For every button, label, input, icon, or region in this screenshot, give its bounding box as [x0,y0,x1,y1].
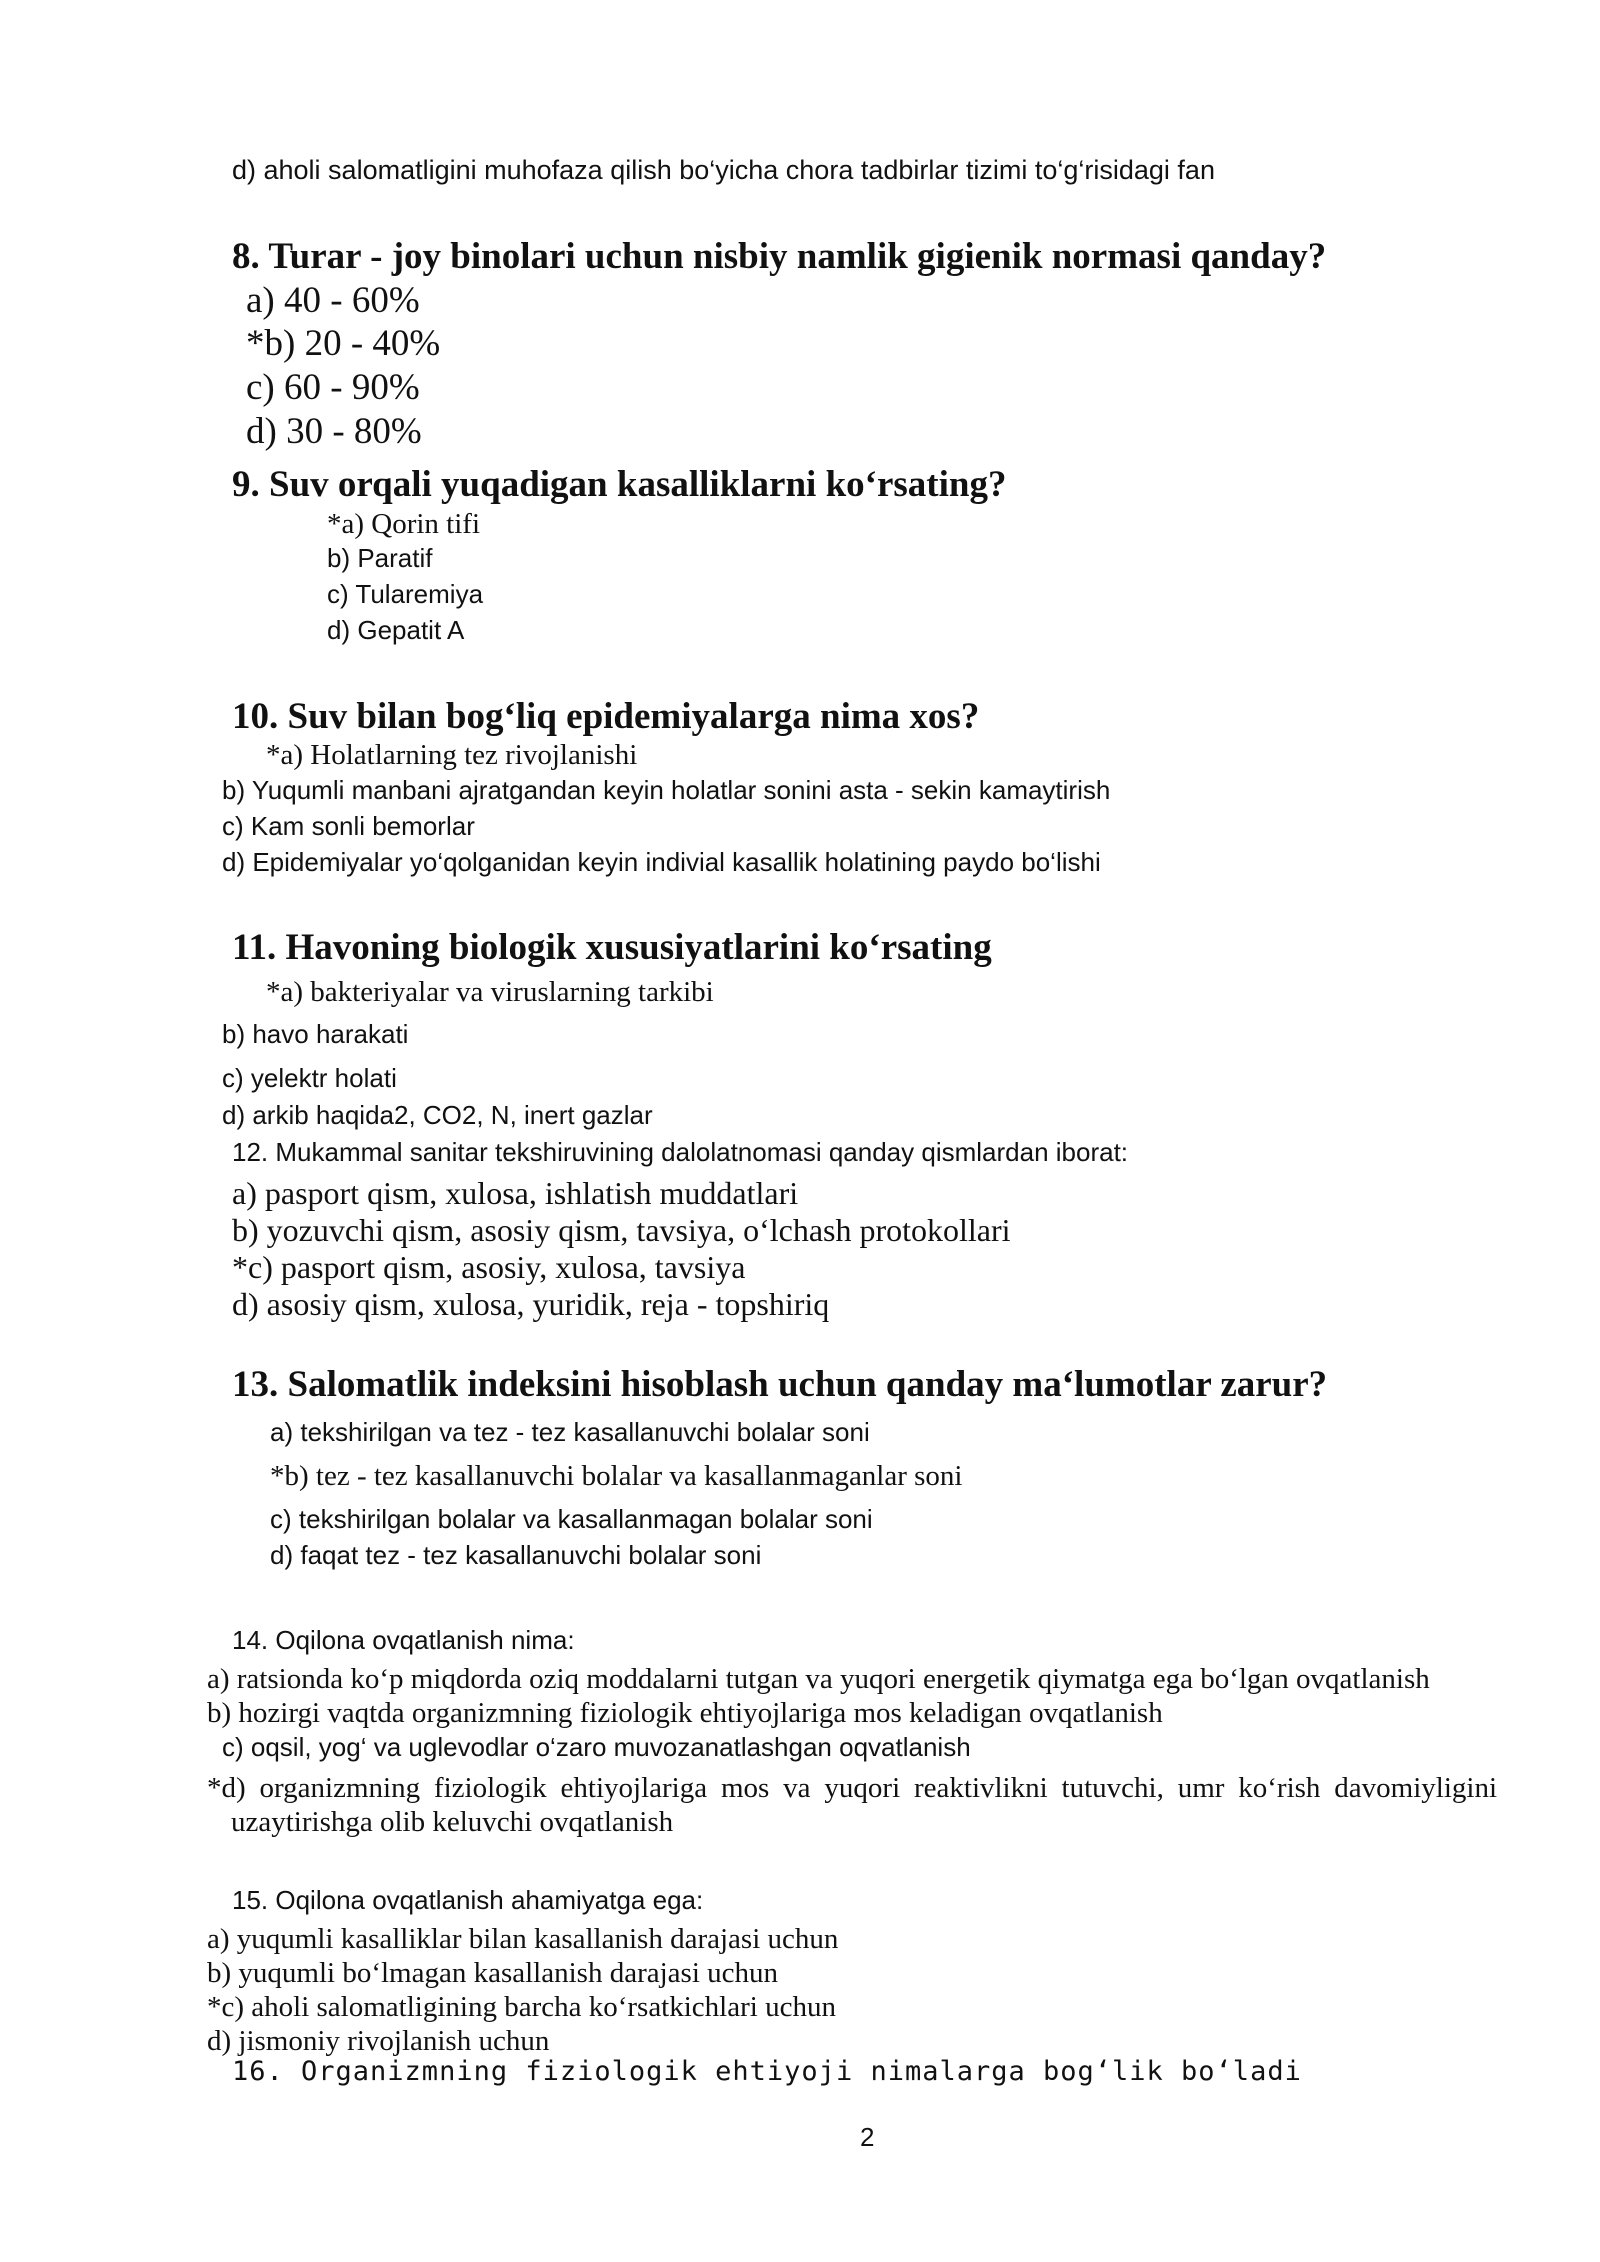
question-9-option-d: d) Gepatit A [327,615,465,645]
question-14-option-c: c) oqsil, yog‘ va uglevodlar o‘zaro muvozanatlashgan oqvatlanish [222,1732,971,1762]
question-12-option-a: a) pasport qism, xulosa, ishlatish muddatlari [232,1175,799,1211]
question-13-option-a: a) tekshirilgan va tez - tez kasallanuvchi bolalar soni [270,1417,870,1447]
question-13-option-c: c) tekshirilgan bolalar va kasallanmagan bolalar soni [270,1504,873,1534]
question-10-option-c: c) Kam sonli bemorlar [222,811,475,841]
question-9-option-c: c) Tularemiya [327,579,484,609]
question-15-option-d: d) jismoniy rivojlanish uchun [207,2025,550,2057]
question-15-option-a: a) yuqumli kasalliklar bilan kasallanish darajasi uchun [207,1923,839,1955]
question-14-option-b: b) hozirgi vaqtda organizmning fiziologik ehtiyojlariga mos keladigan ovqatlanish [207,1697,1163,1729]
question-10-title: 10. Suv bilan bog‘liq epidemiyalarga nima xos? [232,696,980,737]
question-10-option-d: d) Epidemiyalar yo‘qolganidan keyin indivial kasallik holatining paydo bo‘lishi [222,847,1101,877]
question-14-title: 14. Oqilona ovqatlanish nima: [232,1625,575,1655]
question-8-title: 8. Turar - joy binolari uchun nisbiy namlik gigienik normasi qanday? [232,236,1327,277]
question-10-option-b: b) Yuqumli manbani ajratgandan keyin holatlar sonini asta - sekin kamaytirish [222,775,1111,805]
question-15-option-b: b) yuqumli bo‘lmagan kasallanish darajasi uchun [207,1957,778,1989]
question-12-option-c: *c) pasport qism, asosiy, xulosa, tavsiya [232,1249,746,1285]
question-13-title: 13. Salomatlik indeksini hisoblash uchun qanday ma‘lumotlar zarur? [232,1364,1328,1405]
question-12-option-b: b) yozuvchi qism, asosiy qism, tavsiya, o‘lchash protokollari [232,1212,1011,1248]
prev-question-option-d: d) aholi salomatligini muhofaza qilish bo‘yicha chora tadbirlar tizimi to‘g‘risidagi fan [232,155,1215,185]
question-8-option-b: *b) 20 - 40% [246,323,441,364]
question-8-option-d: d) 30 - 80% [246,411,422,452]
question-15-option-c: *c) aholi salomatligining barcha ko‘rsatkichlari uchun [207,1991,836,2023]
question-11-title: 11. Havoning biologik xususiyatlarini ko‘rsating [232,927,992,968]
question-9-option-a: *a) Qorin tifi [327,508,481,540]
question-10-option-a: *a) Holatlarning tez rivojlanishi [266,739,638,771]
question-16-title: 16. Organizmning fiziologik ehtiyoji nimalarga bog‘lik bo‘ladi [232,2056,1302,2087]
question-13-option-b: *b) tez - tez kasallanuvchi bolalar va kasallanmaganlar soni [270,1460,963,1492]
question-13-option-d: d) faqat tez - tez kasallanuvchi bolalar soni [270,1540,762,1570]
question-11-option-a: *a) bakteriyalar va viruslarning tarkibi [266,976,714,1008]
question-12-title: 12. Mukammal sanitar tekshiruvining dalolatnomasi qanday qismlardan iborat: [232,1137,1129,1167]
page-number: 2 [860,2122,875,2152]
question-11-option-b: b) havo harakati [222,1019,409,1049]
question-8-option-c: c) 60 - 90% [246,367,420,408]
question-11-option-c: c) yelektr holati [222,1063,397,1093]
question-14-option-a: a) ratsionda ko‘p miqdorda oziq moddalarni tutgan va yuqori energetik qiymatga ega bo‘lgan ovqatlanish [207,1663,1430,1695]
question-9-title: 9. Suv orqali yuqadigan kasalliklarni ko‘rsating? [232,464,1007,505]
question-8-option-a: a) 40 - 60% [246,280,420,321]
question-14-option-d: *d) organizmning fiziologik ehtiyojlariga mos va yuqori reaktivlikni tutuvchi, umr ko‘rish davomiyligini uzaytirishga olib keluvchi ovqatlanish [207,1772,1497,1838]
question-15-title: 15. Oqilona ovqatlanish ahamiyatga ega: [232,1885,704,1915]
question-11-option-d: d) arkib haqida2, CO2, N, inert gazlar [222,1100,653,1130]
question-12-option-d: d) asosiy qism, xulosa, yuridik, reja - topshiriq [232,1286,830,1322]
question-9-option-b: b) Paratif [327,543,433,573]
